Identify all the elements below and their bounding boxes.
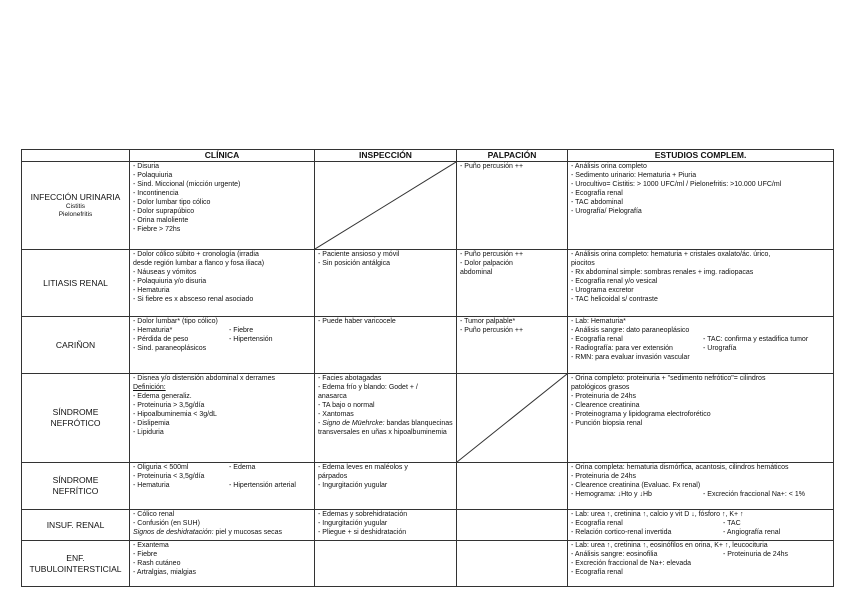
estudios-item: - Radiografía: para ver extensión xyxy=(571,345,673,352)
inspeccion-item: - Ingurgitación yugular xyxy=(318,482,388,489)
table-row xyxy=(22,463,834,510)
disease-name: SÍNDROME xyxy=(52,475,99,485)
disease-name: LITIASIS RENAL xyxy=(43,277,108,288)
clinica-item: - Polaquiuria xyxy=(133,172,173,179)
header-inspeccion: INSPECCIÓN xyxy=(315,150,457,162)
estudios-item: - Ecografía renal xyxy=(571,190,623,197)
palpacion-item: - Puño percusión ++ xyxy=(460,327,524,334)
palpacion-item: - Dolor palpación xyxy=(460,260,513,267)
clinica-item: - Pérdida de peso xyxy=(133,336,189,343)
estudios-cell xyxy=(568,250,834,317)
inspeccion-item: - Edema leves en maléolos y xyxy=(318,464,408,471)
clinica-item: - Hipertensión arterial xyxy=(229,482,296,489)
clinica-item: - Hematuria xyxy=(133,287,170,294)
estudios-item: - TAC abdominal xyxy=(571,199,623,206)
disease-name: INFECCIÓN URINARIA xyxy=(30,191,121,202)
disease-cell xyxy=(22,162,130,250)
inspeccion-cell xyxy=(315,317,457,374)
clinica-cell xyxy=(130,317,315,374)
clinica-item: - Dislipemia xyxy=(133,420,170,427)
disease-cell xyxy=(22,317,130,374)
estudios-item: - Análisis orina completo xyxy=(571,163,647,170)
estudios-item: - Urografía xyxy=(703,345,737,352)
clinica-item: - Confusión (en SUH) xyxy=(133,520,200,527)
clinica-item: - Dolor lumbar* (tipo cólico) xyxy=(133,318,218,325)
clinica-cell xyxy=(130,162,315,250)
disease-cell xyxy=(22,250,130,317)
estudios-cell xyxy=(568,463,834,510)
inspeccion-item: - Edema frío y blando: Godet + / xyxy=(318,384,418,391)
clinica-item: - Dolor cólico súbito + cronología (irradia xyxy=(133,251,259,258)
clinica-item: - Exantema xyxy=(133,542,169,549)
estudios-item: - Lab: Hematuria* xyxy=(571,318,626,325)
clinica-item: - Artralgias, mialgias xyxy=(133,569,197,576)
clinica-item: - Fiebre xyxy=(229,327,254,334)
inspeccion-item: - Paciente ansioso y móvil xyxy=(318,251,400,258)
estudios-pair xyxy=(571,344,830,353)
clinica-cell xyxy=(130,541,315,587)
estudios-item: - Lab: urea ↑, cretinina ↑, calcio y vit D ↓, fósforo ↑, K+ ↑ xyxy=(571,511,744,518)
estudios-item: - Urograma excretor xyxy=(571,287,634,294)
inspeccion-item: - Pliegue + si deshidratación xyxy=(318,529,407,536)
clinica-item: - Rash cutáneo xyxy=(133,560,181,567)
table-row xyxy=(22,374,834,463)
signos-text: piel y mucosas secas xyxy=(215,529,283,536)
table-row xyxy=(22,317,834,374)
estudios-pair xyxy=(571,335,830,344)
estudios-pair xyxy=(571,519,830,528)
estudios-item: patológicos grasos xyxy=(571,384,630,391)
header-blank xyxy=(22,150,130,162)
estudios-item: - Análisis sangre: dato paraneoplásico xyxy=(571,327,690,334)
clinica-item: - Fiebre xyxy=(133,551,158,558)
estudios-item: - Excreción fraccional de Na+: elevada xyxy=(571,560,692,567)
header-palpacion: PALPACIÓN xyxy=(457,150,568,162)
estudios-item: - Rx abdominal simple: sombras renales + img. radiopacas xyxy=(571,269,754,276)
inspeccion-item: - TA bajo o normal xyxy=(318,402,375,409)
clinica-cell xyxy=(130,250,315,317)
disease-name: SÍNDROME xyxy=(52,407,99,417)
inspeccion-item: párpados xyxy=(318,473,348,480)
inspeccion-cell xyxy=(315,250,457,317)
palpacion-cell-empty xyxy=(457,510,568,541)
signo-label: Signo de Müehrcke: xyxy=(322,420,385,427)
estudios-item: - Lab: urea ↑, cretinina ↑, eosinófilos en orina, K+ ↑, leucocituria xyxy=(571,542,768,549)
estudios-item: - Punción biopsia renal xyxy=(571,420,643,427)
inspeccion-item: - Edemas y sobrehidratación xyxy=(318,511,408,518)
estudios-item: - TAC helicoidal s/ contraste xyxy=(571,296,658,303)
signos-label: Signos de deshidratación: xyxy=(133,529,214,536)
palpacion-cell xyxy=(457,250,568,317)
disease-name: CARIÑON xyxy=(55,339,96,350)
table-row xyxy=(22,250,834,317)
clinica-item: - Sind. paraneoplásicos xyxy=(133,345,207,352)
estudios-item: - Urografía/ Pielografía xyxy=(571,208,642,215)
estudios-item: - Ecografía renal y/o vesical xyxy=(571,278,658,285)
table-row xyxy=(22,510,834,541)
clinica-item: - Polaquiuria y/o disuria xyxy=(133,278,207,285)
disease-name: NEFRÍTICO xyxy=(52,486,99,496)
estudios-pair xyxy=(571,550,830,559)
disease-subtype: Cistitis xyxy=(65,202,86,210)
inspeccion-item: - Sin posición antálgica xyxy=(318,260,390,267)
estudios-item: - Urocultivo= Cistitis: > 1000 UFC/ml / Pielonefritis: >10.000 UFC/ml xyxy=(571,181,782,188)
disease-cell xyxy=(22,510,130,541)
disease-name: NEFRÓTICO xyxy=(50,418,101,428)
clinica-item: - Lipiduria xyxy=(133,429,164,436)
estudios-cell xyxy=(568,510,834,541)
clinica-item: - Orina maloliente xyxy=(133,217,189,224)
estudios-item: - Angiografía renal xyxy=(723,529,781,536)
clinica-item: - Náuseas y vómitos xyxy=(133,269,197,276)
estudios-cell xyxy=(568,374,834,463)
disease-cell xyxy=(22,541,130,587)
definition-label: Definición: xyxy=(133,384,166,391)
clinica-item: - Proteinuria > 3,5g/día xyxy=(133,402,205,409)
clinica-item: - Dolor suprapúbico xyxy=(133,208,195,215)
estudios-item: - Sedimento urinario: Hematuria + Piuria xyxy=(571,172,697,179)
table-row xyxy=(22,162,834,250)
clinica-item: - Si fiebre es x absceso renal asociado xyxy=(133,296,254,303)
header-clinica: CLÍNICA xyxy=(130,150,315,162)
clinica-item: - Cólico renal xyxy=(133,511,175,518)
inspeccion-item: - Facies abotagadas xyxy=(318,375,382,382)
estudios-item: - Proteinograma y lipidograma electroforético xyxy=(571,411,711,418)
inspeccion-cell xyxy=(315,510,457,541)
estudios-cell xyxy=(568,162,834,250)
estudios-item: - Hemograma: ↓Hto y ↓Hb xyxy=(571,491,652,498)
estudios-item: - Ecografía renal xyxy=(571,569,623,576)
estudios-pair xyxy=(571,528,830,537)
clinica-item: - Fiebre > 72hs xyxy=(133,226,181,233)
estudios-item: - Proteinuria de 24hs xyxy=(571,393,636,400)
estudios-item: - Relación cortico-renal invertida xyxy=(571,529,672,536)
palpacion-cell-empty xyxy=(457,463,568,510)
disease-subtype: Pielonefritis xyxy=(58,211,93,218)
diagonal-line xyxy=(457,374,567,462)
disease-name: TUBULOINTERSTICIAL xyxy=(29,563,122,574)
clinica-item: - Hematuria* xyxy=(133,327,173,334)
estudios-item: piocitos xyxy=(571,260,595,267)
header-row xyxy=(22,150,834,162)
clinica-item: - Disnea y/o distensión abdominal x derrames xyxy=(133,375,276,382)
estudios-cell xyxy=(568,317,834,374)
header-estudios: ESTUDIOS COMPLEM. xyxy=(568,150,834,162)
estudios-item: - Orina completa: hematuria dismórfica, acantosis, cilindros hemáticos xyxy=(571,464,789,471)
clinica-item: - Proteinuria < 3,5g/día xyxy=(133,473,205,480)
estudios-item: - Clearence creatinina xyxy=(571,402,640,409)
disease-name: ENF. xyxy=(66,552,85,563)
estudios-item: - Análisis sangre: eosinofilia xyxy=(571,551,658,558)
estudios-item: - TAC xyxy=(723,520,741,527)
signo-text: bandas blanquecinas transversales en uñas x hipoalbuminemia xyxy=(318,420,453,436)
palpacion-cell-empty xyxy=(457,374,568,463)
inspeccion-cell xyxy=(315,374,457,463)
disease-cell xyxy=(22,374,130,463)
palpacion-cell-empty xyxy=(457,541,568,587)
clinica-cell xyxy=(130,463,315,510)
palpacion-item: - Tumor palpable* xyxy=(460,318,516,325)
clinica-cell xyxy=(130,510,315,541)
diagonal-line xyxy=(315,162,456,249)
clinica-cell xyxy=(130,374,315,463)
estudios-item: - Orina completo: proteinuria + "sedimento nefrótico"= cilindros xyxy=(571,375,766,382)
table-row xyxy=(22,541,834,587)
clinica-item: - Incontinencia xyxy=(133,190,179,197)
estudios-pair xyxy=(571,490,830,499)
clinica-item xyxy=(133,528,311,537)
clinica-item: - Hematuria xyxy=(133,482,170,489)
inspeccion-item: - Ingurgitación yugular xyxy=(318,520,388,527)
inspeccion-item: - Xantomas xyxy=(318,411,354,418)
inspeccion-cell xyxy=(315,463,457,510)
clinica-item: - Disuria xyxy=(133,163,160,170)
clinica-item: - Hipertensión xyxy=(229,336,273,343)
estudios-item: - Ecografía renal xyxy=(571,520,623,527)
estudios-item: - Excreción fraccional Na+: < 1% xyxy=(703,491,805,498)
estudios-item: - Clearence creatinina (Evaluac. Fx renal) xyxy=(571,482,701,489)
estudios-item: - RMN: para evaluar invasión vascular xyxy=(571,354,690,361)
palpacion-cell xyxy=(457,162,568,250)
clinica-pair xyxy=(133,481,311,490)
estudios-item: - TAC: confirma y estadifica tumor xyxy=(703,336,809,343)
clinica-pair xyxy=(133,326,311,335)
clinica-pair xyxy=(133,463,311,472)
clinical-table xyxy=(21,149,834,587)
clinica-item: - Hipoalbuminemia < 3g/dL xyxy=(133,411,217,418)
disease-cell xyxy=(22,463,130,510)
palpacion-item: abdominal xyxy=(460,269,493,276)
clinica-item: - Dolor lumbar tipo cólico xyxy=(133,199,211,206)
signo-item: - Signo de Müehrcke: bandas blanquecinas transversales en uñas x hipoalbuminemia xyxy=(318,420,453,436)
clinica-item: desde región lumbar a flanco y fosa iliaca) xyxy=(133,260,265,267)
estudios-item: - Proteinuria de 24hs xyxy=(571,473,636,480)
estudios-item: - Ecografía renal xyxy=(571,336,623,343)
inspeccion-cell-empty xyxy=(315,162,457,250)
inspeccion-item: - Puede haber varicocele xyxy=(318,318,396,325)
inspeccion-item: anasarca xyxy=(318,393,347,400)
inspeccion-cell-empty xyxy=(315,541,457,587)
estudios-cell xyxy=(568,541,834,587)
clinica-pair xyxy=(133,335,311,344)
palpacion-cell xyxy=(457,317,568,374)
clinica-item: - Sind. Miccional (micción urgente) xyxy=(133,181,241,188)
clinica-item: - Edema generaliz. xyxy=(133,393,192,400)
clinica-item: - Oliguria < 500ml xyxy=(133,464,189,471)
palpacion-item: - Puño percusión ++ xyxy=(460,251,524,258)
estudios-item: - Análisis orina completo: hematuria + cristales oxalato/ác. úrico, xyxy=(571,251,771,258)
disease-name: INSUF. RENAL xyxy=(46,519,105,530)
palpacion-item: - Puño percusión ++ xyxy=(460,163,524,170)
clinica-item: - Edema xyxy=(229,464,256,471)
estudios-item: - Proteinuria de 24hs xyxy=(723,551,788,558)
